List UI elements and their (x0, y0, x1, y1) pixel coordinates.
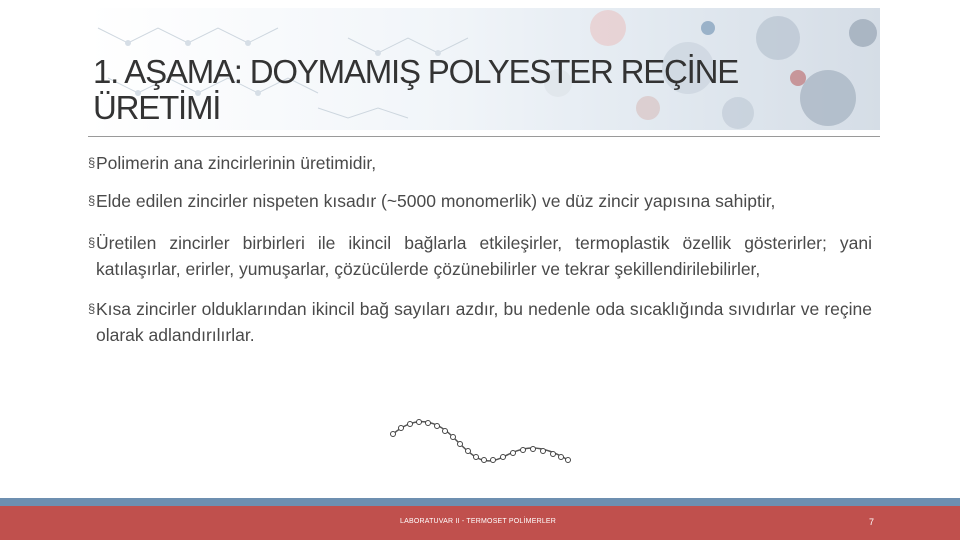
page-number: 7 (869, 517, 875, 527)
bullet-list (88, 150, 872, 358)
bullet-item: § Kısa zincirler olduklarından ikincil bağ sayıları azdır, bu nedenle oda sıcaklığında sıvıdırlar ve reçine olarak adlandırılırlar. (88, 296, 872, 348)
bullet-item: § Üretilen zincirler birbirleri ile ikincil bağlarla etkileşirler, termoplastik özellik gösterirler; yani katılaşırlar, erirler, yumuşarlar, çözücülerde çözünebilirler ve tekrar şekillendirilebilirler, (88, 230, 872, 282)
slide-title: 1. AŞAMA: DOYMAMIŞ POLYESTER REÇİNE ÜRETİMİ (93, 53, 739, 126)
polymer-chain-illustration (373, 412, 583, 482)
footer-accent-bar (0, 498, 960, 506)
polymer-chain-icon (373, 412, 583, 482)
title-divider (88, 136, 880, 137)
bullet-item: § Elde edilen zincirler nispeten kısadır (~5000 monomerlik) ve düz zincir yapısına sahiptir, (88, 188, 872, 214)
bullet-item: § Polimerin ana zincirlerinin üretimidir, (88, 150, 872, 176)
footer-text: LABORATUVAR II - TERMOSET POLİMERLER (400, 518, 557, 525)
